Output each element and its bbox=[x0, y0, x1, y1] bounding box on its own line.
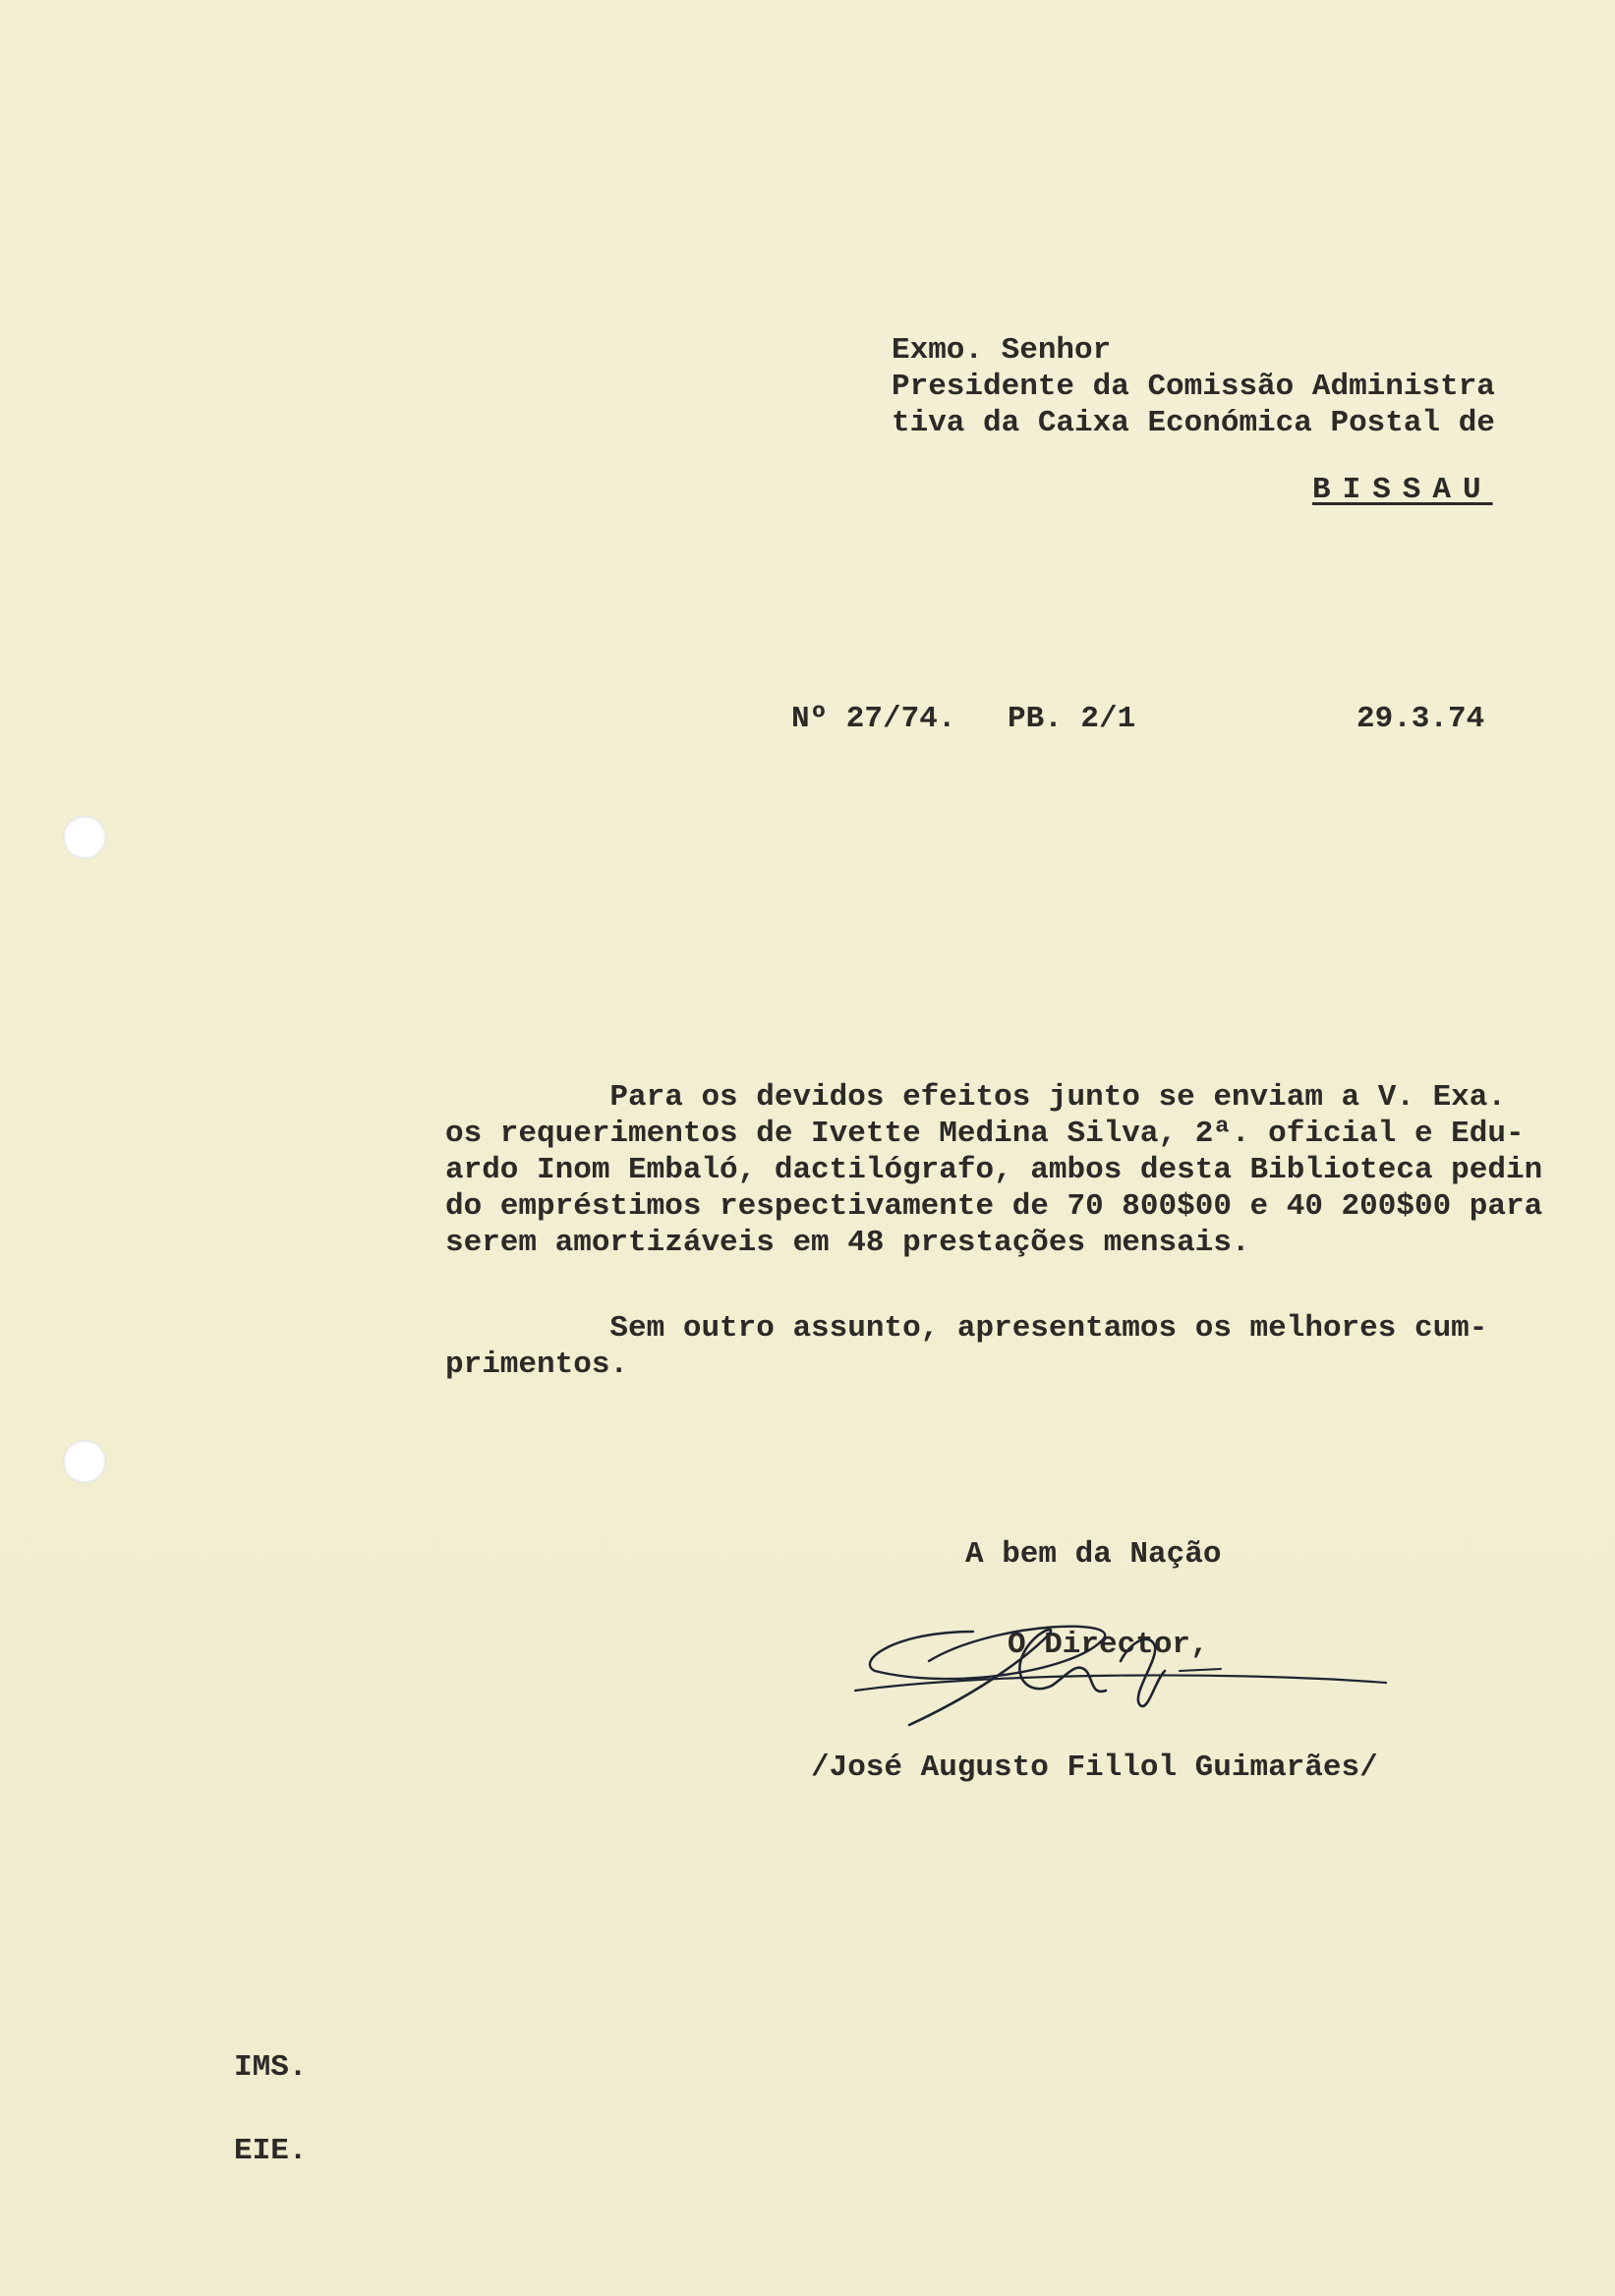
recipient-salutation: Exmo. Senhor bbox=[892, 333, 1112, 368]
body-line: do empréstimos respectivamente de 70 800$00 e 40 200$00 para bbox=[445, 1189, 1543, 1224]
punch-hole-top bbox=[63, 816, 106, 859]
body-line: Sem outro assunto, apresentamos os melhores cum- bbox=[445, 1311, 1488, 1346]
initials-line-2: EIE. bbox=[234, 2134, 308, 2168]
closing-salutation: A bem da Nação bbox=[965, 1537, 1222, 1572]
recipient-title-line-2: tiva da Caixa Económica Postal de bbox=[892, 406, 1495, 440]
reference-number: Nº 27/74. bbox=[791, 702, 956, 736]
letter-date: 29.3.74 bbox=[1356, 702, 1485, 736]
initials-line-1: IMS. bbox=[234, 2050, 308, 2085]
signatory-role: O Director, bbox=[1008, 1628, 1209, 1662]
signatory-name: /José Augusto Fillol Guimarães/ bbox=[811, 1751, 1378, 1785]
body-line: primentos. bbox=[445, 1348, 629, 1382]
recipient-title-line-1: Presidente da Comissão Administra bbox=[892, 370, 1495, 404]
punch-hole-bottom bbox=[63, 1440, 106, 1483]
reference-file: PB. 2/1 bbox=[1008, 702, 1136, 736]
body-line: serem amortizáveis em 48 prestações mensais. bbox=[445, 1226, 1250, 1260]
body-line: Para os devidos efeitos junto se enviam a V. Exa. bbox=[445, 1080, 1506, 1115]
body-line: os requerimentos de Ivette Medina Silva, 2ª. oficial e Edu- bbox=[445, 1117, 1525, 1151]
body-line: ardo Inom Embaló, dactilógrafo, ambos desta Biblioteca pedin bbox=[445, 1153, 1543, 1187]
recipient-city: BISSAU bbox=[1312, 473, 1493, 507]
handwritten-signature bbox=[836, 1602, 1396, 1730]
